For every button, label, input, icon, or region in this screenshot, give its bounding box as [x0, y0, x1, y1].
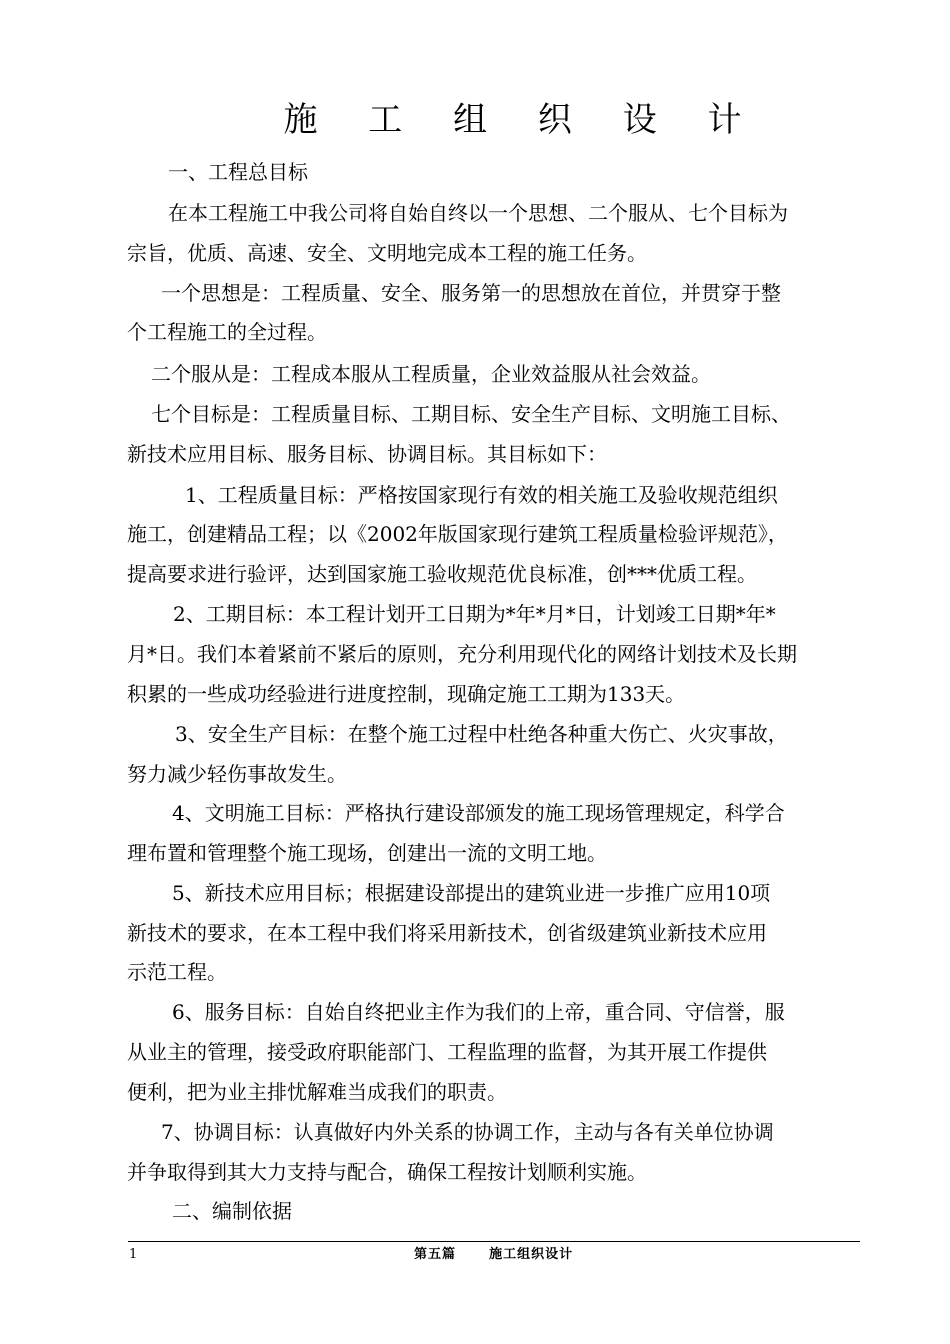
running-footer-title: 第五篇 施工组织设计	[414, 1247, 574, 1262]
paragraph-line: 并争取得到其大力支持与配合，确保工程按计划顺利实施。	[127, 1160, 647, 1184]
paragraph-line: 便利，把为业主排忧解难当成我们的职责。	[127, 1080, 507, 1104]
paragraph-line: 宗旨，优质、高速、安全、文明地完成本工程的施工任务。	[127, 241, 647, 265]
paragraph-line: 努力减少轻伤事故发生。	[127, 762, 347, 786]
paragraph-line: 从业主的管理，接受政府职能部门、工程监理的监督，为其开展工作提供	[127, 1040, 767, 1064]
paragraph-line: 二个服从是：工程成本服从工程质量，企业效益服从社会效益。	[151, 362, 711, 386]
paragraph-line: 1、工程质量目标：严格按国家现行有效的相关施工及验收规范组织	[185, 483, 778, 507]
page-title: 施 工 组 织 设 计	[283, 100, 762, 140]
paragraph-line: 3、安全生产目标：在整个施工过程中杜绝各种重大伤亡、火灾事故，	[175, 722, 788, 746]
section-heading: 一、工程总目标	[168, 160, 308, 184]
paragraph-line: 一个思想是：工程质量、安全、服务第一的思想放在首位，并贯穿于整	[161, 281, 781, 305]
paragraph-line: 新技术的要求，在本工程中我们将采用新技术，创省级建筑业新技术应用	[127, 921, 767, 945]
paragraph-line: 月*日。我们本着紧前不紧后的原则，充分利用现代化的网络计划技术及长期	[127, 642, 797, 666]
footer-divider	[128, 1241, 860, 1242]
paragraph-line: 5、新技术应用目标；根据建设部提出的建筑业进一步推广应用10项	[172, 881, 771, 905]
paragraph-line: 理布置和管理整个施工现场，创建出一流的文明工地。	[127, 841, 607, 865]
paragraph-line: 新技术应用目标、服务目标、协调目标。其目标如下：	[127, 442, 607, 466]
paragraph-line: 个工程施工的全过程。	[127, 320, 327, 344]
paragraph-line: 七个目标是：工程质量目标、工期目标、安全生产目标、文明施工目标、	[151, 402, 791, 426]
paragraph-line: 2、工期目标：本工程计划开工日期为*年*月*日，计划竣工日期*年*	[173, 602, 776, 626]
section-heading: 二、编制依据	[172, 1199, 292, 1223]
paragraph-line: 示范工程。	[127, 960, 227, 984]
paragraph-line: 施工，创建精品工程；以《2002年版国家现行建筑工程质量检验评规范》，	[127, 522, 788, 546]
paragraph-line: 6、服务目标：自始自终把业主作为我们的上帝，重合同、守信誉，服	[172, 1000, 785, 1024]
paragraph-line: 积累的一些成功经验进行进度控制，现确定施工工期为133天。	[127, 682, 686, 706]
page-number: 1	[129, 1247, 138, 1262]
paragraph-line: 4、文明施工目标：严格执行建设部颁发的施工现场管理规定，科学合	[172, 801, 785, 825]
paragraph-line: 在本工程施工中我公司将自始自终以一个思想、二个服从、七个目标为	[168, 201, 788, 225]
paragraph-line: 提高要求进行验评，达到国家施工验收规范优良标准，创***优质工程。	[127, 562, 757, 586]
paragraph-line: 7、协调目标：认真做好内外关系的协调工作，主动与各有关单位协调	[161, 1120, 774, 1144]
